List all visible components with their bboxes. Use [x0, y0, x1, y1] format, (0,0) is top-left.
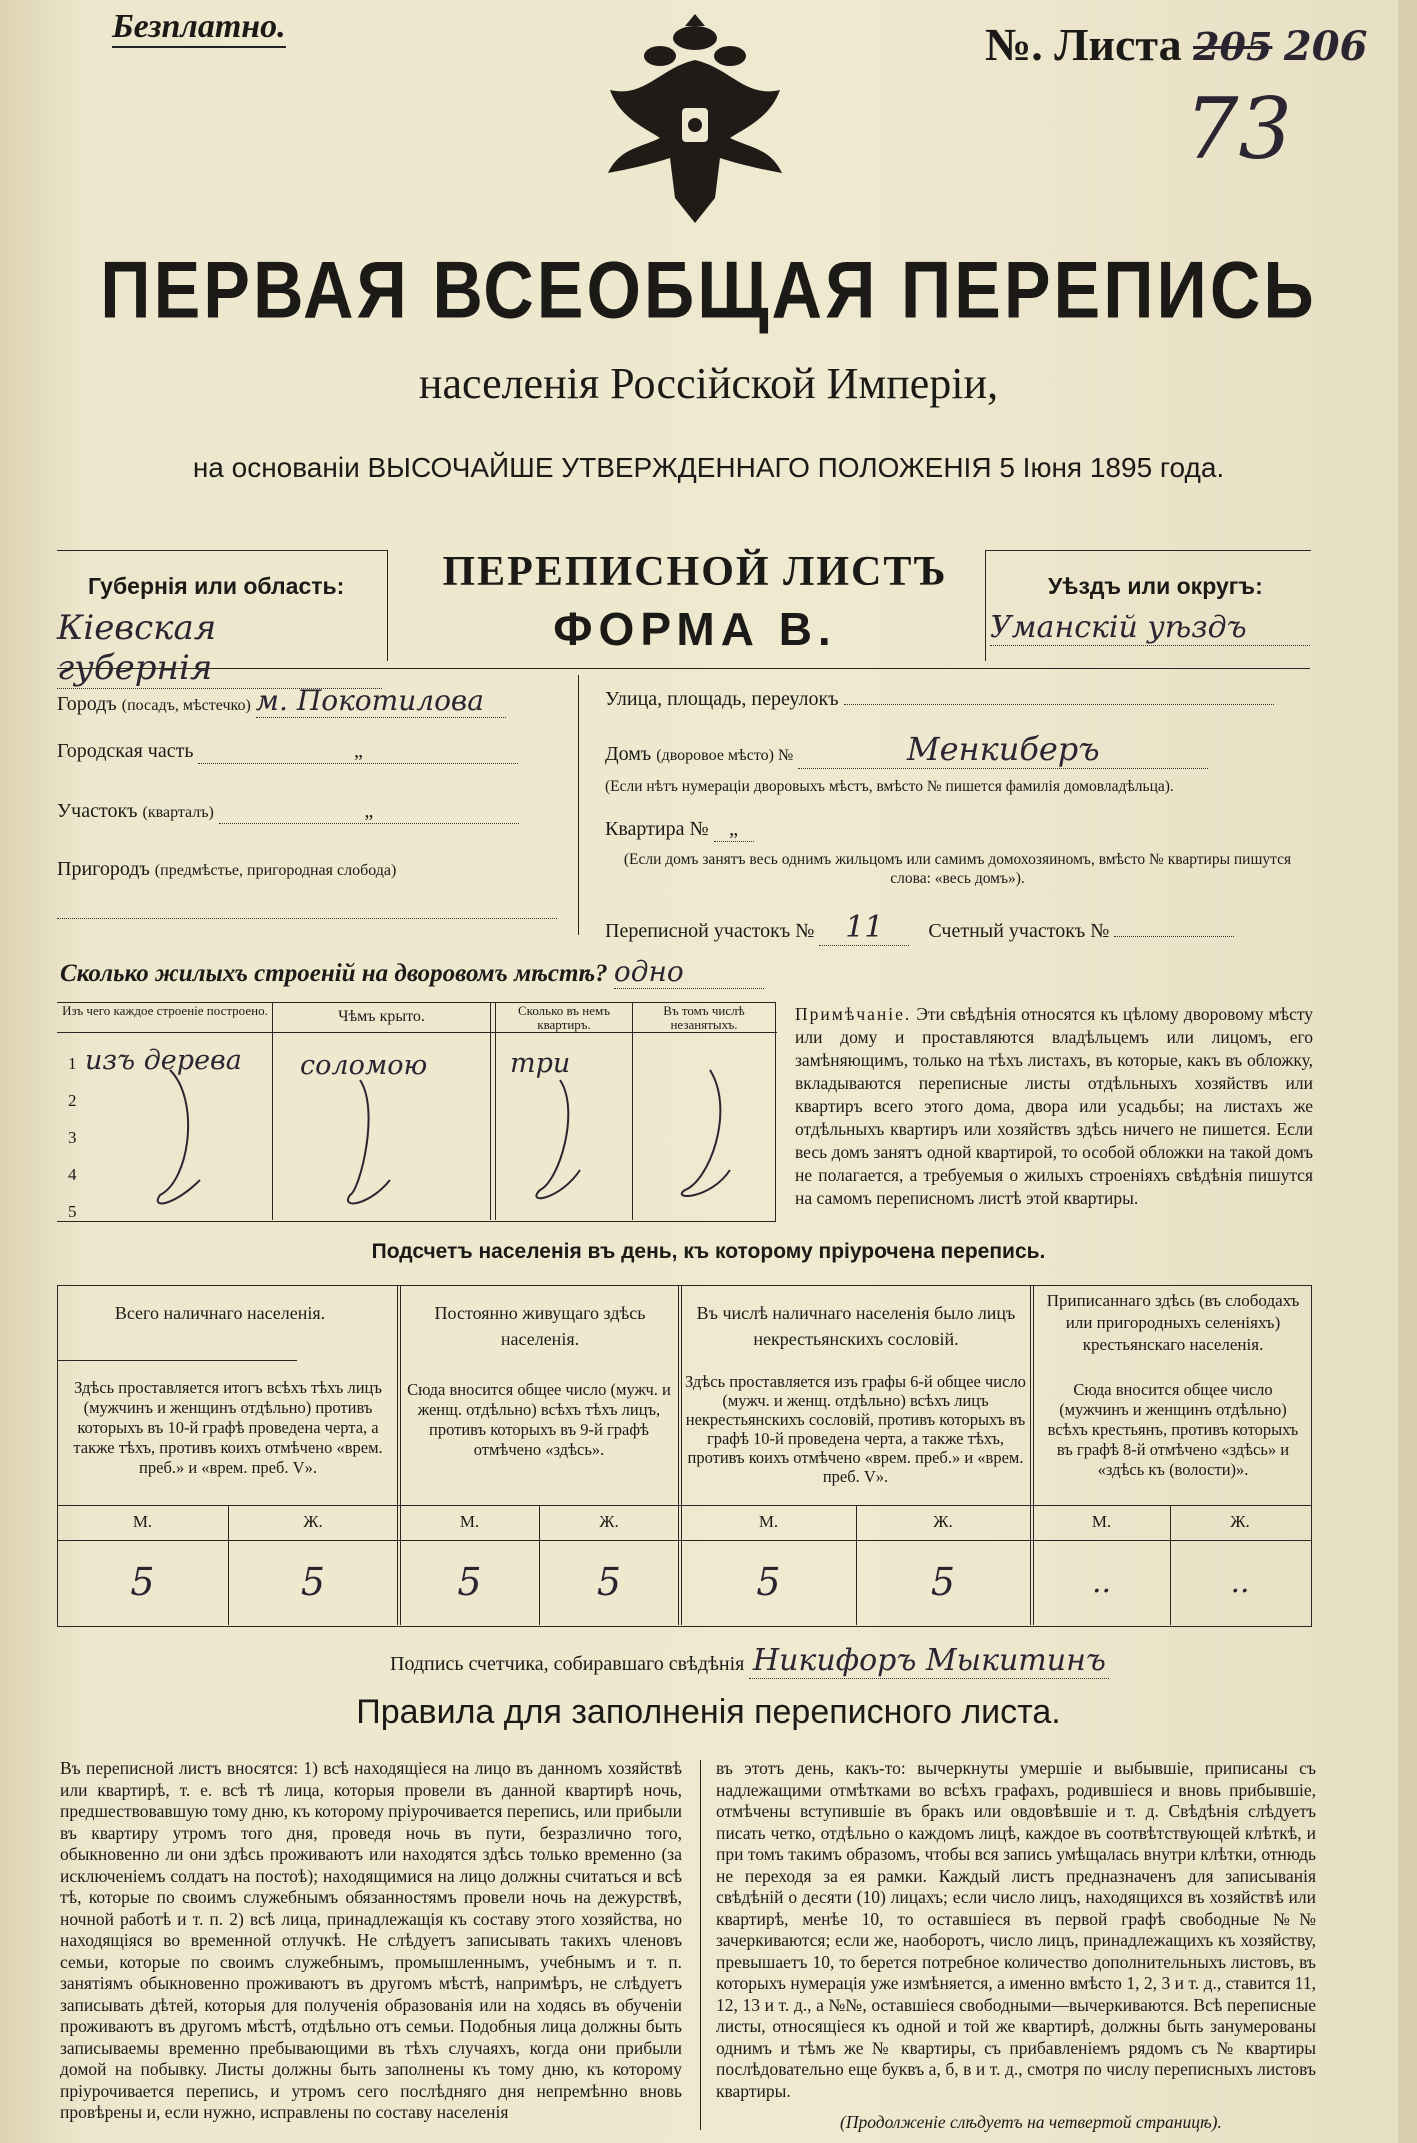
basis-line: на основаніи ВЫСОЧАЙШЕ УТВЕРЖДЕННАГО ПОЛОЖЕНІЯ 5 Іюня 1895 года.: [192, 452, 1225, 483]
pop-f-label-4: Ж.: [1230, 1512, 1250, 1531]
page-edge-shadow: [1398, 0, 1417, 2143]
rules-title: Правила для заполненія переписного листа.: [356, 1693, 1061, 1731]
pop-m-label-2: М.: [459, 1512, 480, 1531]
pop-col2-desc: Сюда вносится общее число (мужч. и женщ. отдѣльно) всѣхъ тѣхъ лицъ, противъ которыхъ въ 9-й графѣ отмѣчено «здѣсь».: [407, 1380, 671, 1459]
buildings-row-numbers: 1 2 3 4 5: [68, 1054, 77, 1221]
buildings-row1-apartments: три: [510, 1048, 571, 1079]
dom-hint: (Если нѣтъ нумераціи дворовыхъ мѣстъ, вмѣсто № пишется фамилія домовладѣльца).: [605, 778, 1174, 795]
pop-f-label-3: Ж.: [933, 1512, 953, 1531]
buildings-note: Примѣчаніе. Эти свѣдѣнія относятся къ цѣлому дворовому мѣсту или дому и проставляются владѣльцемъ или лицомъ, его замѣняющимъ, только на тѣхъ листахъ, въ которые, какъ въ обложку, вкладываются переписные листы отдѣльныхъ хозяйствъ или квартиръ всего этого дома, двора или усадьбы; на листахъ же отдѣльныхъ квартиръ или хозяйствъ здѣсь ничего не пишется. Если весь домъ занятъ одной квартирой, то особой обложки на такой домъ не полагается, а требуемыя о жилыхъ строеніяхъ свѣдѣнія пишутся на самомъ переписномъ листѣ этой квартиры.: [795, 1004, 1314, 1208]
buildings-header-material: Изъ чего каждое строеніе построено.: [62, 1003, 268, 1018]
form-name: ФОРМА В.: [553, 603, 837, 655]
extra-number: 73: [1185, 80, 1292, 178]
pop-col4-desc: Сюда вносится общее число (мужчинъ и женщинъ отдѣльно) всѣхъ крестьянъ, противъ которыхъ въ графѣ 8-й отмѣчено «здѣсь» и «здѣсь къ (волости)».: [1047, 1380, 1299, 1479]
subtitle: населенія Россійской Имперіи,: [418, 359, 999, 408]
buildings-row1-material: изъ дерева: [85, 1045, 242, 1076]
pop-value-f-2: 5: [596, 1560, 622, 1604]
uchastok-row: Участокъ (кварталъ) „: [57, 800, 557, 824]
pop-value-m-4: ..: [1091, 1565, 1112, 1600]
pop-m-label-4: М.: [1091, 1512, 1112, 1531]
street-row: Улица, площадь, переулокъ: [605, 688, 1305, 711]
pop-col3-desc: Здѣсь проставляется изъ графы 6-й общее число (мужч. и женщ. отдѣльно) всѣхъ лицъ некрестьянскихъ сословій, противъ которыхъ въ графѣ 10-й проведена черта, а также тѣхъ, противъ коихъ отмѣчено «врем. преб.» и «врем. преб. V».: [685, 1372, 1026, 1486]
uezd-label: Уѣздъ или округъ:: [1048, 573, 1263, 599]
sheet-number-value: 206: [1283, 23, 1368, 70]
perepisnoy-row: Переписной участокъ № 11 Счетный участокъ №: [605, 910, 1315, 946]
rules-left-column: Въ переписной листъ вносятся: 1) всѣ находящіеся на лицо въ данномъ хозяйствѣ или квартирѣ, т. е. всѣ тѣ лица, которыя провели въ данной квартирѣ ночь, предшествовавшую тому дню, къ которому пріурочивается перепись, или прибыли въ квартиру утромъ того дня, проведя ночь въ пути, безразлично того, обыкновенно ли они здѣсь проживаютъ или находятся здѣсь только временно (за исключеніемъ солдатъ на постоѣ); находящимися на лицо должны считаться и всѣ тѣ, которые по своимъ служебнымъ обязанностямъ провели ночь на дежурствѣ, ночной работѣ и т. п. 2) всѣ лица, принадлежащія къ составу этого хозяйства, но находящіяся во временной отлучкѣ. Не слѣдуетъ записывать такихъ членовъ семьи, которые по своимъ служебнымъ, промышленнымъ, учебнымъ и т. п. занятіямъ обыкновенно проживаютъ въ другомъ мѣстѣ, напримѣръ, не слѣдуетъ записывать дѣтей, которыя для полученія образованія или на ходясь въ обученіи проживаютъ въ другомъ мѣстѣ, отдѣльно отъ семьи. Подобныя лица должны быть записываемы временно пребывающими въ тѣхъ случаяхъ, когда они прибыли домой на побывку. Листы должны быть заполнены къ тому дню, къ которому пріурочивается перепись, и утромъ сего послѣдняго дня непремѣнно вновь провѣрены и, если нужно, исправлены по составу населенія: [60, 1758, 682, 2122]
dom-row: Домъ (дворовое мѣсто) № Менкиберъ: [605, 730, 1305, 769]
pop-col4-head: Приписаннаго здѣсь (въ слободахъ или пригородныхъ селеніяхъ) крестьянскаго населенія.: [1046, 1291, 1300, 1354]
pop-f-label-2: Ж.: [599, 1512, 619, 1531]
buildings-header-vacant: Въ томъ числѣ незанятыхъ.: [663, 1003, 745, 1032]
buildings-question-row: Сколько жилыхъ строеній на дворовомъ мѣстѣ? одно: [60, 955, 800, 989]
buildings-row1-roof: соломою: [300, 1050, 428, 1081]
pop-value-m-3: 5: [756, 1560, 781, 1604]
buildings-answer: одно: [614, 955, 764, 989]
pop-m-label-3: М.: [758, 1512, 779, 1531]
gubernia-label: Губернія или область:: [88, 573, 345, 599]
pop-col2-head: Постоянно живущаго здѣсь населенія.: [434, 1303, 646, 1349]
buildings-ditto-marks: [60, 1060, 780, 1220]
kvartira-hint: (Если домъ занятъ весь однимъ жильцомъ или самимъ домохозяиномъ, вмѣсто № квартиры пишутся слова: «весь домъ»).: [623, 851, 1292, 887]
pop-f-label-1: Ж.: [303, 1512, 323, 1531]
gubernia-value: Кіевская губернія: [57, 608, 382, 689]
uezd-value: Уманскій уѣздъ: [990, 610, 1310, 646]
perepisnoy-value: 11: [819, 910, 909, 946]
prigorod-row: Пригородъ (предмѣстье, пригородная слобода): [57, 858, 397, 880]
signature-row: Подпись счетчика, собиравшаго свѣдѣнія Никифоръ Мыкитинъ: [390, 1643, 1190, 1679]
dom-value: Менкиберъ: [798, 730, 1208, 769]
free-stamp: Безплатно.: [112, 8, 286, 48]
city-part-row: Городская часть „: [57, 740, 557, 764]
rules-continued: (Продолженіе слѣдуетъ на четвертой страницѣ).: [840, 2112, 1222, 2132]
sheet-number-struck: 205: [1193, 24, 1273, 69]
main-title: ПЕРВАЯ ВСЕОБЩАЯ ПЕРЕПИСЬ: [100, 245, 1317, 335]
city-part-value: „: [198, 740, 518, 764]
pop-col3-head: Въ числѣ наличнаго населенія было лицъ некрестьянскихъ сословій.: [696, 1303, 1016, 1349]
sheet-title: ПЕРЕПИСНОЙ ЛИСТЪ: [442, 549, 948, 595]
buildings-header-apartments: Сколько въ немъ квартиръ.: [518, 1003, 610, 1032]
pop-value-m-2: 5: [457, 1560, 482, 1604]
city-value: м. Покотилова: [256, 684, 506, 718]
rules-right-column: въ этотъ день, какъ-то: вычеркнуты умершіе и выбывшіе, приписаны съ надлежащими отмѣтками во всѣхъ графахъ, родившіеся и вновь прибывшіе, отмѣчены вступившіе въ бракъ или овдовѣвшіе и т. д. Свѣдѣнія слѣдуетъ писать четко, отдѣльно о каждомъ лицѣ, каждое въ соотвѣтствующей клѣткѣ, и при томъ такимъ образомъ, чтобы вся запись умѣщалась внутри клѣтки, отнюдь не переходя за ея рамки. Каждый листъ предназначенъ для записыванія свѣдѣній о десяти (10) лицахъ; если число лицъ, находящихся въ хозяйствѣ или квартирѣ, менѣе 10, то оставшіеся въ первой графѣ свободные №№ зачеркиваются; если же, наоборотъ, число лицъ, принадлежащихъ къ хозяйству, превышаетъ 10, то берется потребное количество дополнительныхъ листовъ, въ которыхъ нумерація уже измѣняется, а именно вмѣсто 1, 2, 3 и т. д., ставится 11, 12, 13 и т. д., а №№, оставшіеся свободными—вычеркиваются. Всѣ переписные листы, относящіеся къ одной и той же квартирѣ, должны быть занумерованы однимъ и тѣмъ же № квартиры, съ прибавленіемъ рядомъ съ № квартиры послѣдовательно еще буквъ а, б, в и т. д., смотря по числу переписныхъ листовъ квартиры.: [716, 1758, 1316, 2101]
kvartira-row: Квартира № „: [605, 818, 1305, 842]
pop-value-f-4: ..: [1230, 1565, 1250, 1600]
uchastok-value: „: [219, 800, 519, 824]
signature-value: Никифоръ Мыкитинъ: [749, 1643, 1109, 1679]
buildings-header-roof: Чѣмъ крыто.: [338, 1008, 425, 1025]
pop-value-f-3: 5: [930, 1560, 956, 1604]
pop-col1-desc: Здѣсь проставляется итогъ всѣхъ тѣхъ лицъ (мужчинъ и женщинъ отдѣльно) противъ которыхъ въ 10-й графѣ проведена черта, а также тѣхъ, противъ коихъ отмѣчено «врем. преб.» и «врем. преб. V».: [73, 1378, 383, 1477]
pop-m-label-1: М.: [132, 1512, 153, 1531]
population-title: Подсчетъ населенія въ день, къ которому пріурочена перепись.: [371, 1240, 1046, 1263]
imperial-eagle-icon: [590, 8, 800, 233]
kvartira-value: „: [714, 818, 754, 842]
pop-col1-head: Всего наличнаго населенія.: [114, 1303, 326, 1323]
sheet-number-label: №. Листа 205 206: [985, 19, 1368, 70]
city-row: Городъ (посадъ, мѣстечко) м. Покотилова: [57, 684, 557, 718]
pop-value-m-1: 5: [130, 1560, 155, 1604]
pop-value-f-1: 5: [300, 1560, 326, 1604]
